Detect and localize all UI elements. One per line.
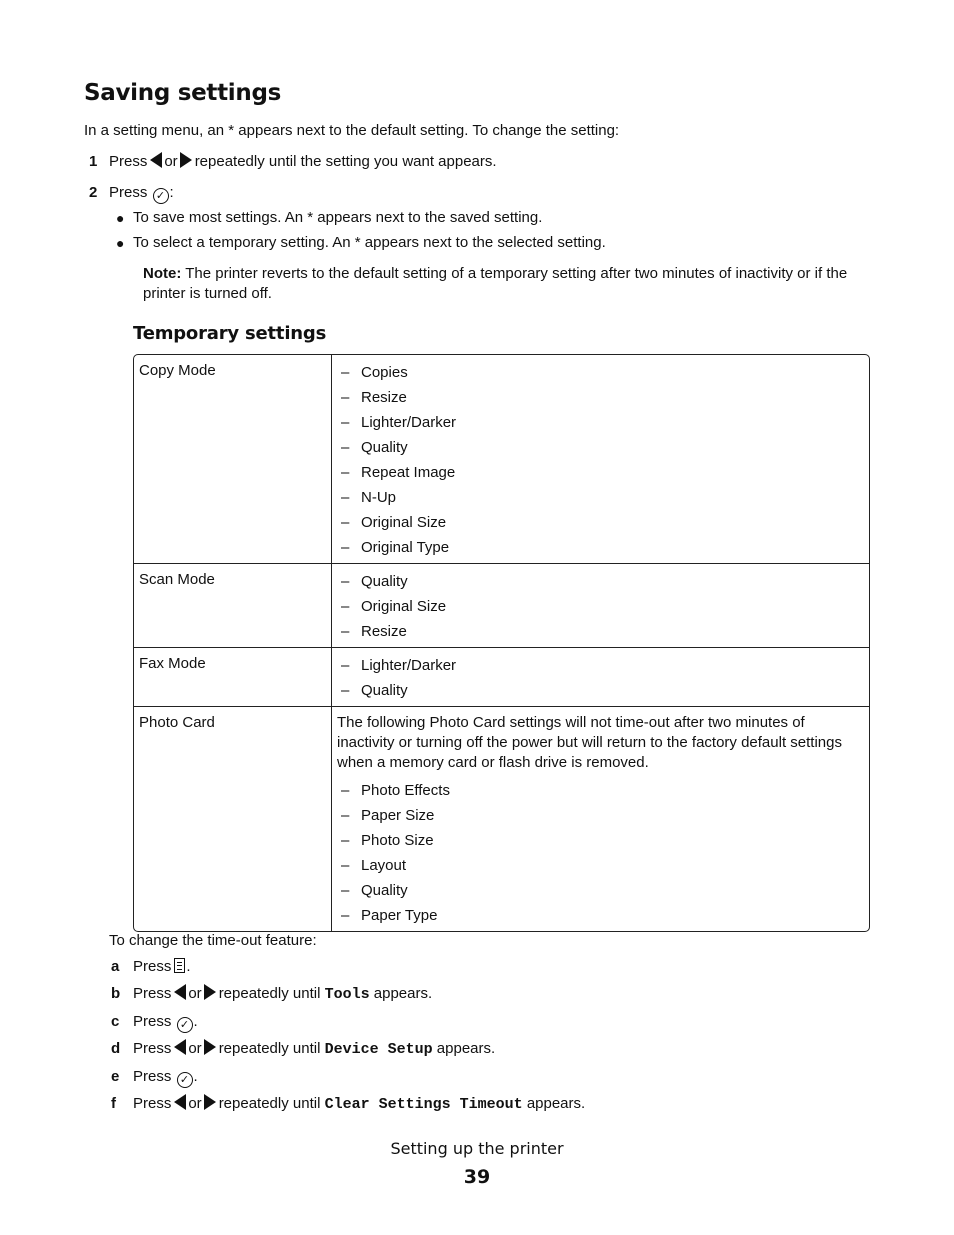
bullet-dot: ● <box>116 210 125 226</box>
page-number: 39 <box>463 1166 491 1188</box>
settings-cell <box>332 647 869 706</box>
list-item: – Paper Size <box>341 807 435 824</box>
list-item: – Photo Effects <box>341 782 450 799</box>
mode-cell: Fax Mode <box>134 647 332 706</box>
step-letter: c <box>111 1013 120 1030</box>
list-item: – Resize <box>341 623 407 640</box>
list-item: – Paper Type <box>341 907 438 924</box>
list-item: – Quality <box>341 882 408 899</box>
left-arrow-icon <box>174 1094 186 1110</box>
table-row <box>134 355 869 563</box>
timeout-step-d: Press or repeatedly until Device Setup appears. <box>133 1040 496 1058</box>
note-label: Note: <box>143 265 182 282</box>
timeout-step-a: Press . <box>133 958 191 975</box>
settings-cell <box>332 355 869 563</box>
press-word: Press <box>109 153 148 170</box>
menu-icon <box>174 958 185 973</box>
list-item: – Original Size <box>341 598 447 615</box>
list-item: – Quality <box>341 682 408 699</box>
or-word: or <box>164 153 178 170</box>
select-check-icon: ✓ <box>177 1017 193 1033</box>
list-item: – Quality <box>341 439 408 456</box>
list-item: – Resize <box>341 389 407 406</box>
list-item: – Lighter/Darker <box>341 414 457 431</box>
left-arrow-icon <box>174 1039 186 1055</box>
step-number: 1 <box>89 153 98 170</box>
select-check-icon: ✓ <box>177 1072 193 1088</box>
list-item: – Photo Size <box>341 832 434 849</box>
intro-text: In a setting menu, an * appears next to the default setting. To change the setting: <box>84 122 620 139</box>
step-1 <box>109 152 497 172</box>
step-letter: b <box>111 985 121 1002</box>
step-2-rest: : <box>169 184 174 201</box>
menu-code: Clear Settings Timeout <box>324 1096 523 1113</box>
left-arrow-icon <box>150 152 162 168</box>
step-letter: f <box>111 1095 116 1112</box>
table-row <box>134 706 869 931</box>
list-item: – Original Size <box>341 514 447 531</box>
select-check-icon: ✓ <box>153 188 169 204</box>
list-item: – Copies <box>341 364 408 381</box>
table-row <box>134 563 869 647</box>
footer-section: Setting up the printer <box>390 1139 564 1158</box>
menu-code: Tools <box>324 986 370 1003</box>
note <box>143 264 868 304</box>
right-arrow-icon <box>204 984 216 1000</box>
step-letter: d <box>111 1040 121 1057</box>
right-arrow-icon <box>204 1039 216 1055</box>
list-item: – Repeat Image <box>341 464 456 481</box>
settings-cell <box>332 563 869 647</box>
mode-cell: Photo Card <box>134 706 332 931</box>
step-2 <box>109 183 174 204</box>
step-letter: e <box>111 1068 120 1085</box>
timeout-step-f: Press or repeatedly until Clear Settings Timeout appears. <box>133 1095 586 1113</box>
table-row <box>134 647 869 706</box>
note-text: The printer reverts to the default setting of a temporary setting after two minutes of inactivity or if the printer is turned off. <box>143 265 848 302</box>
list-item: – Lighter/Darker <box>341 657 457 674</box>
timeout-step-c: Press ✓ . <box>133 1013 198 1031</box>
mode-cell: Scan Mode <box>134 563 332 647</box>
bullet-item: To select a temporary setting. An * appears next to the selected setting. <box>133 234 606 251</box>
step-number: 2 <box>89 184 98 201</box>
step-letter: a <box>111 958 120 975</box>
right-arrow-icon <box>180 152 192 168</box>
timeout-step-e: Press ✓ . <box>133 1068 198 1086</box>
menu-code: Device Setup <box>324 1041 433 1058</box>
timeout-intro: To change the time-out feature: <box>109 932 317 949</box>
list-item: – Layout <box>341 857 407 874</box>
section-heading: Temporary settings <box>133 323 327 344</box>
mode-cell: Copy Mode <box>134 355 332 563</box>
temporary-settings-table <box>133 354 870 932</box>
press-word: Press <box>109 184 148 201</box>
bullet-dot: ● <box>116 235 125 251</box>
list-item: – N-Up <box>341 489 397 506</box>
page-title: Saving settings <box>84 80 281 106</box>
settings-cell <box>332 706 869 931</box>
right-arrow-icon <box>204 1094 216 1110</box>
bullet-item: To save most settings. An * appears next to the saved setting. <box>133 209 543 226</box>
left-arrow-icon <box>174 984 186 1000</box>
list-item: – Quality <box>341 573 408 590</box>
list-item: – Original Type <box>341 539 450 556</box>
timeout-step-b: Press or repeatedly until Tools appears. <box>133 985 433 1003</box>
step-1-rest: repeatedly until the setting you want appears. <box>194 153 497 170</box>
photo-card-description: The following Photo Card settings will not time-out after two minutes of inactivity or turning off the power but will return to the factory default settings when a memory card or flash drive is removed. <box>337 714 842 771</box>
